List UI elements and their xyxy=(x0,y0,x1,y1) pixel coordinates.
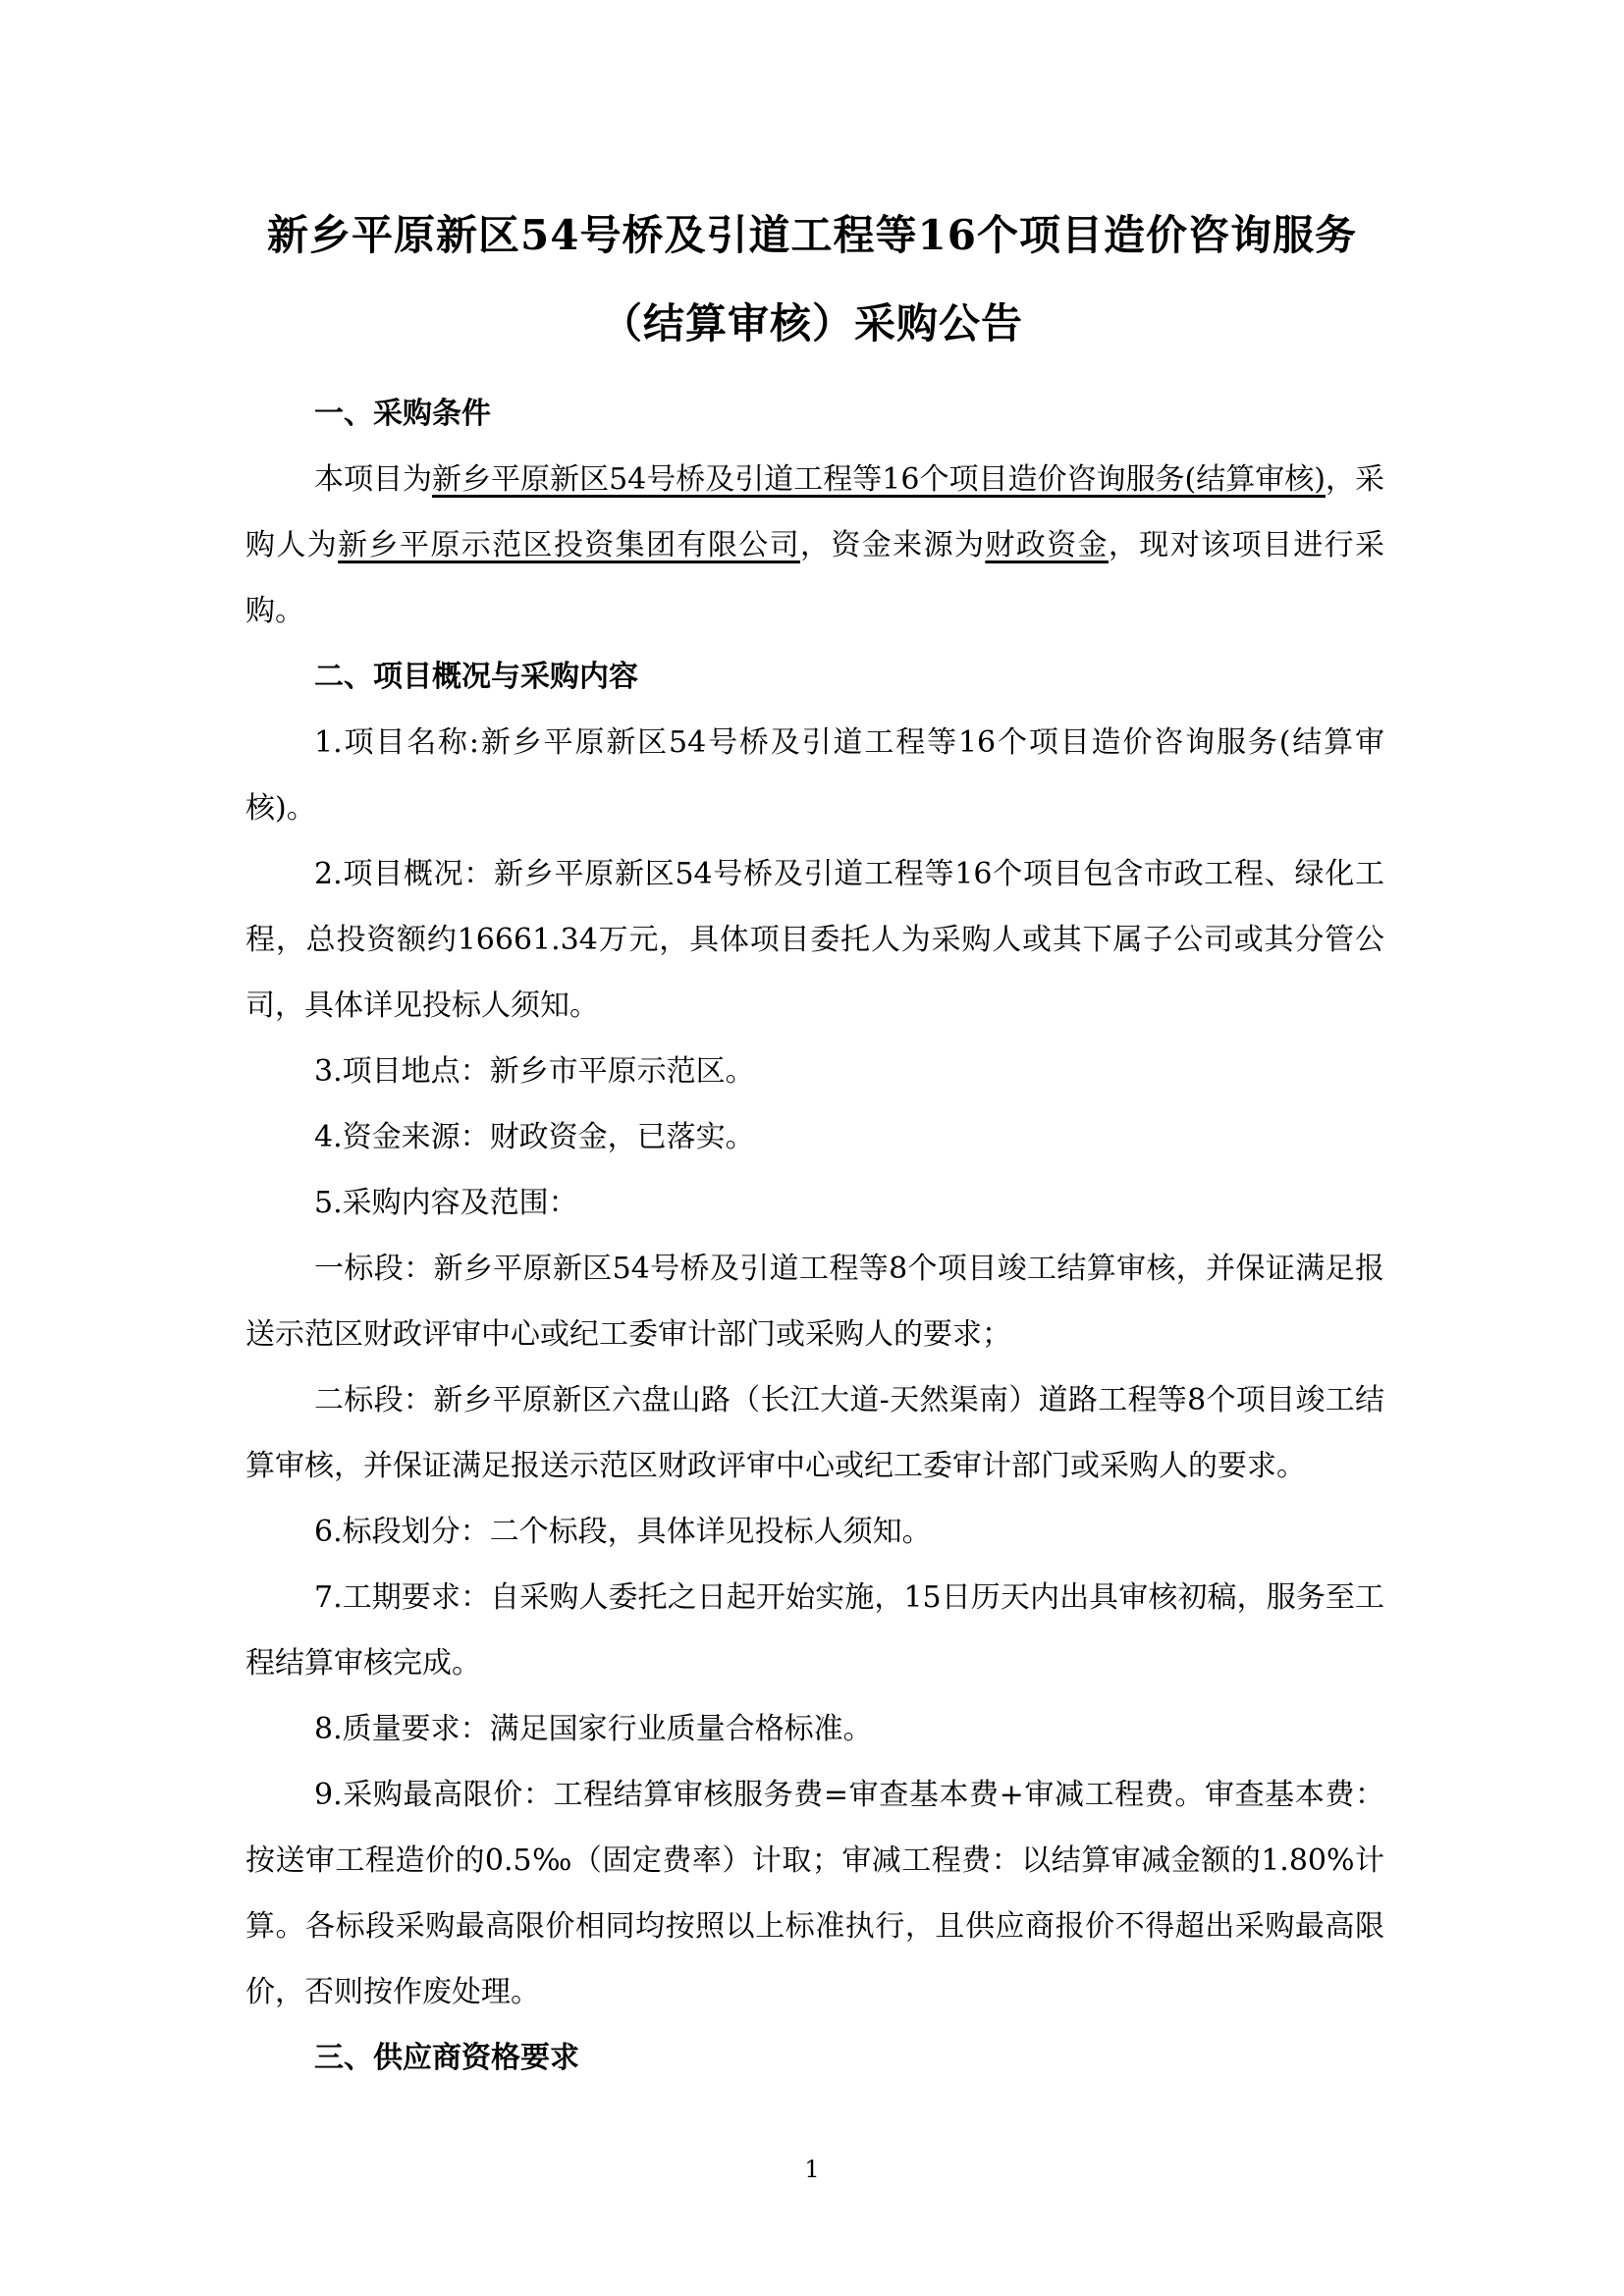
text-fragment: ，采购人为 xyxy=(245,462,1384,562)
item-project-overview: 2.项目概况：新乡平原新区54号桥及引道工程等16个项目包含市政工程、绿化工程，总投资额约16661.34万元，具体项目委托人为采购人或其下属子公司或其分管公司，具体详见投标人须知。 xyxy=(245,857,1384,1023)
section-heading-3: 三、供应商资格要求 xyxy=(314,2041,579,2075)
procurement-conditions-paragraph xyxy=(245,447,1384,644)
section-heading-1: 一、采购条件 xyxy=(314,397,491,431)
purchaser-name-underlined: 新乡平原示范区投资集团有限公司 xyxy=(338,528,801,562)
page-number: 1 xyxy=(804,2156,820,2183)
document-title-line-2: （结算审核）采购公告 xyxy=(600,299,1023,347)
text-fragment: ，资金来源为 xyxy=(800,528,986,562)
project-name-underlined: 新乡平原新区54号桥及引道工程等16个项目造价咨询服务(结算审核) xyxy=(432,462,1326,497)
item-project-location: 3.项目地点：新乡市平原示范区。 xyxy=(314,1054,755,1089)
item-lot-1: 一标段：新乡平原新区54号桥及引道工程等8个项目竣工结算审核，并保证满足报送示范区财政评审中心或纪工委审计部门或采购人的要求； xyxy=(245,1252,1384,1352)
fund-source-underlined: 财政资金 xyxy=(985,528,1109,562)
item-price-limit: 9.采购最高限价：工程结算审核服务费=审查基本费+审减工程费。审查基本费：按送审工程造价的0.5‰（固定费率）计取；审减工程费：以结算审减金额的1.80%计算。各标段采购最高限价相同均按照以上标准执行，且供应商报价不得超出采购最高限价，否则按作废处理。 xyxy=(245,1778,1384,2009)
document-title-line-1: 新乡平原新区54号桥及引道工程等16个项目造价咨询服务 xyxy=(267,211,1357,259)
section-heading-2: 二、项目概况与采购内容 xyxy=(314,660,638,694)
text-fragment: 本项目为 xyxy=(314,462,433,497)
item-project-name: 1.项目名称:新乡平原新区54号桥及引道工程等16个项目造价咨询服务(结算审核)。 xyxy=(245,725,1384,826)
item-procurement-scope: 5.采购内容及范围： xyxy=(314,1186,578,1220)
item-lot-division: 6.标段划分：二个标段，具体详见投标人须知。 xyxy=(314,1515,932,1549)
document-body xyxy=(245,381,1384,2091)
text-fragment: ，现对该项目进行采购。 xyxy=(245,528,1385,628)
item-schedule: 7.工期要求：自采购人委托之日起开始实施，15日历天内出具审核初稿，服务至工程结算审核完成。 xyxy=(245,1580,1384,1681)
item-lot-2: 二标段：新乡平原新区六盘山路（长江大道-天然渠南）道路工程等8个项目竣工结算审核，并保证满足报送示范区财政评审中心或纪工委审计部门或采购人的要求。 xyxy=(245,1383,1384,1483)
item-quality: 8.质量要求：满足国家行业质量合格标准。 xyxy=(314,1712,873,1746)
item-fund-source: 4.资金来源：财政资金，已落实。 xyxy=(314,1120,755,1154)
